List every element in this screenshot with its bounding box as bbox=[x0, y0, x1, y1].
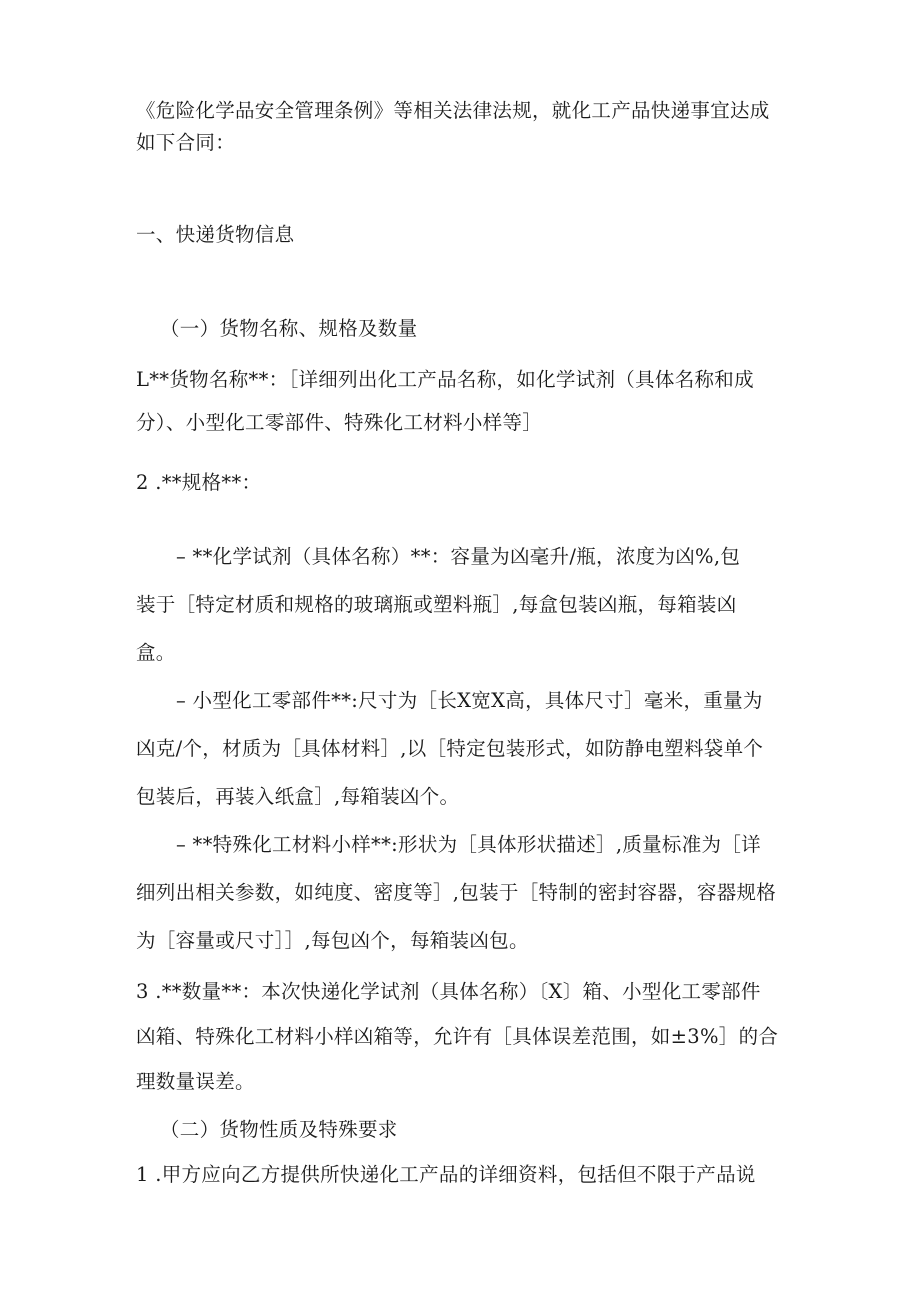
spec-samples-line-1: – **特殊化工材料小样**:形状为［具体形状描述］,质量标准为［详 bbox=[176, 833, 761, 856]
item-1-line-1: L**货物名称**：［详细列出化工产品名称，如化学试剂（具体名称和成 bbox=[136, 368, 754, 391]
spec-chemical-line-1: – **化学试剂（具体名称）**：容量为凶毫升/瓶，浓度为凶%,包 bbox=[176, 545, 741, 568]
item-3-line-2: 凶箱、特殊化工材料小样凶箱等，允许有［具体误差范围，如±3%］的合 bbox=[136, 1025, 779, 1048]
item-3-line-1: 3 .**数量**：本次快递化学试剂（具体名称）〔X〕箱、小型化工零部件 bbox=[136, 980, 761, 1003]
section-1-heading: 一、快递货物信息 bbox=[136, 223, 295, 246]
spec-chemical-line-2: 装于［特定材质和规格的玻璃瓶或塑料瓶］,每盒包装凶瓶，每箱装凶 bbox=[136, 593, 737, 616]
intro-line-1: 《危险化学品安全管理条例》等相关法律法规，就化工产品快递事宜达成 bbox=[136, 99, 770, 122]
item-1-line-2: 分）、小型化工零部件、特殊化工材料小样等］ bbox=[136, 411, 543, 434]
spec-parts-line-3: 包装后，再装入纸盒］,每箱装凶个。 bbox=[136, 785, 460, 808]
intro-line-2: 如下合同： bbox=[136, 131, 236, 154]
subsection-1-heading: （一）货物名称、规格及数量 bbox=[160, 317, 418, 340]
spec-samples-line-3: 为［容量或尺寸］］,每包凶个，每箱装凶包。 bbox=[136, 929, 529, 952]
item-3-line-3: 理数量误差。 bbox=[136, 1070, 255, 1093]
subsection-2-heading: （二）货物性质及特殊要求 bbox=[160, 1118, 398, 1141]
requirement-1-line-1: 1 .甲方应向乙方提供所快递化工产品的详细资料，包括但不限于产品说 bbox=[136, 1163, 756, 1186]
spec-chemical-line-3: 盒。 bbox=[136, 641, 176, 664]
spec-parts-line-2: 凶克/个，材质为［具体材料］,以［特定包装形式，如防静电塑料袋单个 bbox=[136, 737, 764, 760]
spec-samples-line-2: 细列出相关参数，如纯度、密度等］,包装于［特制的密封容器，容器规格 bbox=[136, 881, 777, 904]
item-2-heading: 2 .**规格**： bbox=[136, 471, 262, 494]
spec-parts-line-1: – 小型化工零部件**:尺寸为［长X宽X高，具体尺寸］毫米，重量为 bbox=[176, 689, 763, 712]
